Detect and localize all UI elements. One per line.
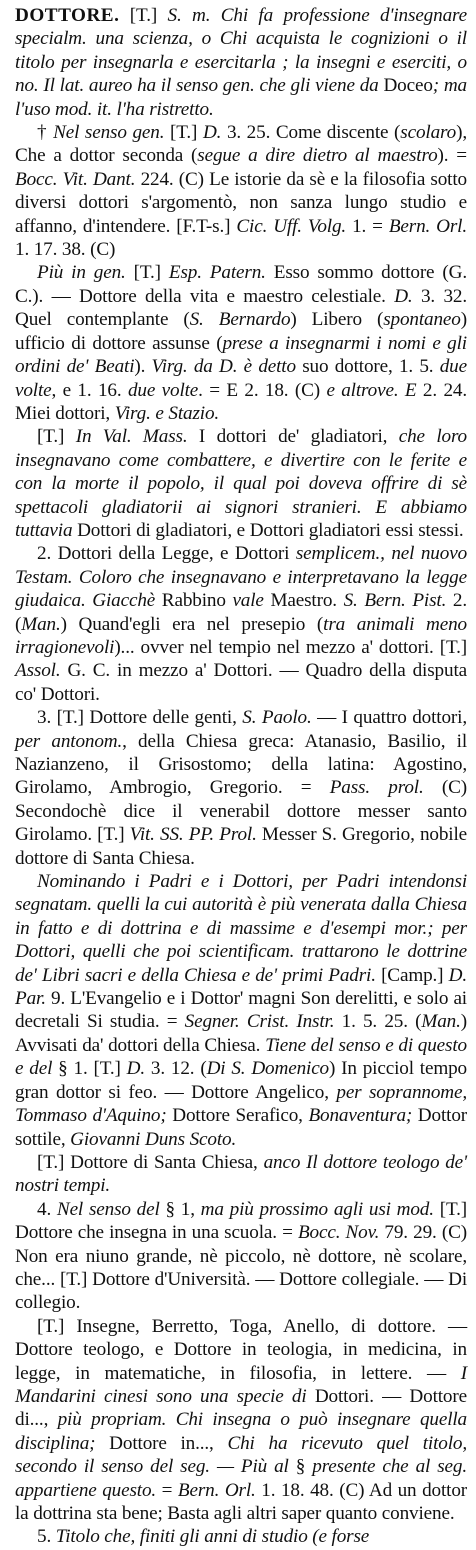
italic-text: In Val. Mass. — [75, 426, 188, 448]
text-run: (C) Secondochè dice il venerabil dottore messer santo Girolamo. [T.] — [15, 777, 468, 846]
text-run: 1. 17. 38. (C) — [15, 239, 116, 261]
italic-text: segue a dire dietro al maestro — [197, 145, 438, 167]
italic-text: Di S. Domenico — [206, 1058, 330, 1080]
text-run: 3. 25. Come discente ( — [221, 122, 401, 144]
text-run: Maestro. — [263, 590, 344, 612]
sense-more-general-paragraph — [15, 261, 467, 425]
text-run: [T.] — [119, 5, 168, 26]
text-run: [T.] — [37, 426, 76, 448]
italic-text: Titolo che, finiti gli anni di studio (e forse — [55, 1526, 370, 1548]
text-run: 9. L'Evangelio e i Dottor' magni Son derelitti, e solo ai decretali Si studia. = — [15, 988, 467, 1033]
sense-3-paragraph — [15, 706, 467, 870]
italic-text: Nel senso gen. — [53, 122, 165, 144]
italic-text: Bocc. Nov. — [297, 1222, 380, 1244]
text-run: 1. = — [346, 215, 389, 237]
italic-text: D. — [202, 122, 222, 144]
italic-text: Nel senso del — [56, 1198, 160, 1220]
text-run: § — [288, 1456, 313, 1478]
text-run: 2. ( — [15, 590, 467, 635]
italic-text: S. Bernardo — [189, 309, 291, 331]
text-run: [T.] Dottore di Santa Chiesa, — [37, 1151, 264, 1173]
text-run: † — [37, 122, 54, 144]
text-run: ). = — [437, 145, 467, 167]
italic-text: I Mandarini cinesi sono una specie di — [15, 1362, 467, 1407]
italic-text: che loro insegnavano come combattere, e divertire con le ferite e con la morte il popolo, il qual poi doveva offrire di sè spettacoli gladiatorii ai signori stranieri. E abbiamo tuttavia — [15, 426, 468, 541]
italic-text: Giovanni Duns Scoto. — [70, 1128, 237, 1150]
text-run: 3. 12. ( — [145, 1058, 207, 1080]
text-run: ) In picciol tempo gran dottor si feo. — Dottore Angelico, — [15, 1058, 467, 1103]
italic-text: prese a insegnarmi i nomi e gli ordini de' Beati — [15, 332, 467, 378]
text-run: [T.] — [125, 262, 169, 284]
italic-text: D. — [394, 285, 413, 307]
italic-text: Tiene del senso e di questo e del — [15, 1034, 467, 1080]
italic-text: D. — [126, 1058, 146, 1080]
italic-text: Segner. Crist. Instr. — [184, 1011, 335, 1033]
italic-text: Man. — [421, 1011, 461, 1033]
italic-text: spontaneo — [383, 309, 461, 331]
italic-text: ma più prossimo agli usi mod. — [200, 1198, 434, 1220]
insegne-paragraph — [15, 1315, 467, 1526]
text-run: suo dottore, 1. 5. — [295, 356, 440, 378]
text-run: 224. (C) Le istorie da sè e la filosofia sotto diversi dottori s'argomentò, non sanza lungo studio e affanno, d'intendere. [F.T-s.] — [15, 168, 467, 237]
italic-text: Cic. Uff. Volg. — [236, 215, 347, 237]
text-run: ), Che a dottor seconda ( — [15, 122, 467, 167]
text-run: 3. 32. Quel contemplante ( — [15, 285, 467, 331]
text-run: [Camp.] — [375, 964, 449, 986]
text-run: = — [156, 1479, 178, 1501]
text-run: Esso sommo dottore (G. C.). — Dottore della vita e maestro celestiale. — [15, 262, 467, 307]
text-run: 3. [T.] Dottore delle genti, — [37, 707, 243, 729]
italic-text: per antonom. — [15, 730, 123, 752]
italic-text: Man. — [21, 613, 61, 635]
sense-general-paragraph — [15, 121, 467, 261]
italic-text: Più in gen. — [37, 262, 126, 284]
text-run: 1. 5. 25. ( — [334, 1011, 422, 1033]
italic-text: per soprannome, Tommaso d'Aquino; — [15, 1081, 468, 1127]
italic-text: due volte — [15, 356, 467, 401]
text-run: 1. 18. 48. (C) Ad un dottor la dottrina sta bene; Basta agli altri saper quanto conviene. — [15, 1479, 468, 1524]
text-run: 5. — [37, 1526, 56, 1548]
italic-text: scolaro — [400, 122, 457, 144]
italic-text: Chi ha ricevuto quel titolo, secondo il senso del seg. — Più al — [15, 1432, 468, 1478]
text-run: § 1. [T.] — [52, 1058, 127, 1080]
italic-text: vale — [232, 590, 264, 612]
italic-text: Bern. Orl. — [388, 215, 467, 237]
sense-4-paragraph — [15, 1198, 467, 1315]
text-run: ) Avvisati da' dottori della Chiesa. — [15, 1011, 467, 1056]
text-run: Dottori di gladiatori, e Dottori gladiatori essi stessi. — [72, 519, 464, 541]
italic-text: Bern. Orl. — [177, 1479, 256, 1501]
italic-text: anco Il dottore teologo de' nostri tempi. — [15, 1151, 468, 1197]
italic-text: S. m. Chi fa professione d'insegnare specialm. una scienza, o Chi acquista le cognizioni o il titolo per insegnarla e esercitarla ; la insegni e eserciti, o no. Il lat. aureo ha il senso gen. che gli viene da — [15, 5, 467, 97]
text-run: ). — [134, 356, 152, 378]
italic-text: D. Par. — [15, 964, 467, 1010]
italic-text: Assol. — [15, 660, 61, 682]
italic-text: Virg. e Stazio. — [114, 402, 220, 424]
text-run: Dottori. — Dottore di..., — [15, 1385, 467, 1431]
text-run: § 1, — [159, 1198, 201, 1220]
text-run: Dottore Serafico, — [166, 1105, 309, 1127]
italic-text: presente che al seg. appartiene questo. — [15, 1456, 467, 1501]
italic-text: Esp. Patern. — [168, 262, 266, 284]
text-run: [T.] Dottore che insegna in una scuola. = — [15, 1198, 468, 1244]
definition-paragraph — [15, 4, 467, 121]
italic-text: S. Bern. Pist. — [343, 590, 447, 612]
italic-text: e altrove. E — [326, 379, 417, 401]
text-run: ) ufficio di dottore assunse ( — [15, 309, 467, 354]
italic-text: Bocc. Vit. Dant. — [15, 168, 136, 190]
text-run: Rabbino — [155, 590, 233, 612]
text-run: 2. 24. Miei dottori, — [15, 379, 467, 424]
text-run: )... ovver nel tempio nel mezzo a' dottori. [T.] — [114, 636, 467, 658]
text-run: G. C. in mezzo a' Dottori. — Quadro della disputa co' Dottori. — [15, 660, 467, 705]
italic-text: più propriam. Chi insegna o può insegnare quella disciplina; — [15, 1409, 468, 1454]
italic-text: Bonaventura; — [308, 1105, 413, 1127]
text-run: . = E 2. 18. (C) — [198, 379, 327, 401]
sense-2-paragraph — [15, 542, 467, 706]
headword: DOTTORE. — [15, 5, 120, 26]
text-run: Messer S. Gregorio, nobile dottore di Santa Chiesa. — [15, 824, 467, 869]
text-run: [T.] Insegne, Berretto, Toga, Anello, di dottore. — Dottore teologo, e Dottore in teologia, in medicina, in legge, in matematiche, in filosofia, in lettere. — — [15, 1315, 467, 1384]
italic-text: tra animali meno irragionevoli — [15, 613, 467, 658]
italic-text: ; ma l'uso mod. it. l'ha ristretto. — [15, 75, 467, 120]
text-run: , della Chiesa greca: Atanasio, Basilio, il Nazianzeno, il Grisostomo; della latina: Agostino, Girolamo, Ambrogio, Gregorio. = — [15, 730, 468, 799]
text-run: ) Libero ( — [290, 309, 384, 331]
padri-dottori-paragraph — [15, 870, 467, 1151]
italic-text: S. Paolo. — [242, 707, 312, 729]
italic-text: Pass. prol. — [329, 777, 424, 799]
text-run: [T.] — [164, 122, 203, 144]
gladiators-paragraph — [15, 425, 467, 542]
text-run: 2. Dottori della Legge, e Dottori — [37, 543, 296, 565]
sense-5-paragraph — [15, 1525, 467, 1548]
italic-text: Vit. SS. PP. Prol. — [129, 824, 257, 846]
italic-text: Virg. da D. è detto — [151, 356, 296, 378]
italic-text: semplicem., nel nuovo Testam. Coloro che insegnavano e interpretavano la legge giudaica. Giacchè — [15, 543, 468, 612]
text-run: , e 1. 16. — [51, 379, 128, 401]
text-run: 4. — [37, 1198, 57, 1220]
italic-text: Nominando i Padri e i Dottori, per Padri intendonsi segnatam. quelli la cui autorità è più venerata dalla Chiesa in fatto e di dottrina e di massime e d'esempi mor.; per Dottori, quelli che poi scientificam. trattarono le dottrine de' Libri sacri e della Chiesa e de' primi Padri. — [15, 871, 467, 986]
text-run: — I quattro dottori, — [311, 707, 467, 729]
text-run: 79. 29. (C) Non era niuno grande, nè piccolo, nè dottore, nè scolare, che... [T.] Dottore d'Università. — Dottore collegiale. — Di collegio. — [15, 1222, 467, 1314]
dottore-chiesa-paragraph — [15, 1151, 467, 1198]
italic-text: due volte — [127, 379, 199, 401]
text-run: I dottori de' gladiatori, — [187, 426, 399, 448]
text-run: Dottore in..., — [95, 1432, 228, 1454]
text-run: Doceo — [383, 75, 433, 97]
text-run: Dottor sottile, — [15, 1105, 467, 1150]
text-run: ) Quand'egli era nel presepio ( — [60, 613, 324, 635]
